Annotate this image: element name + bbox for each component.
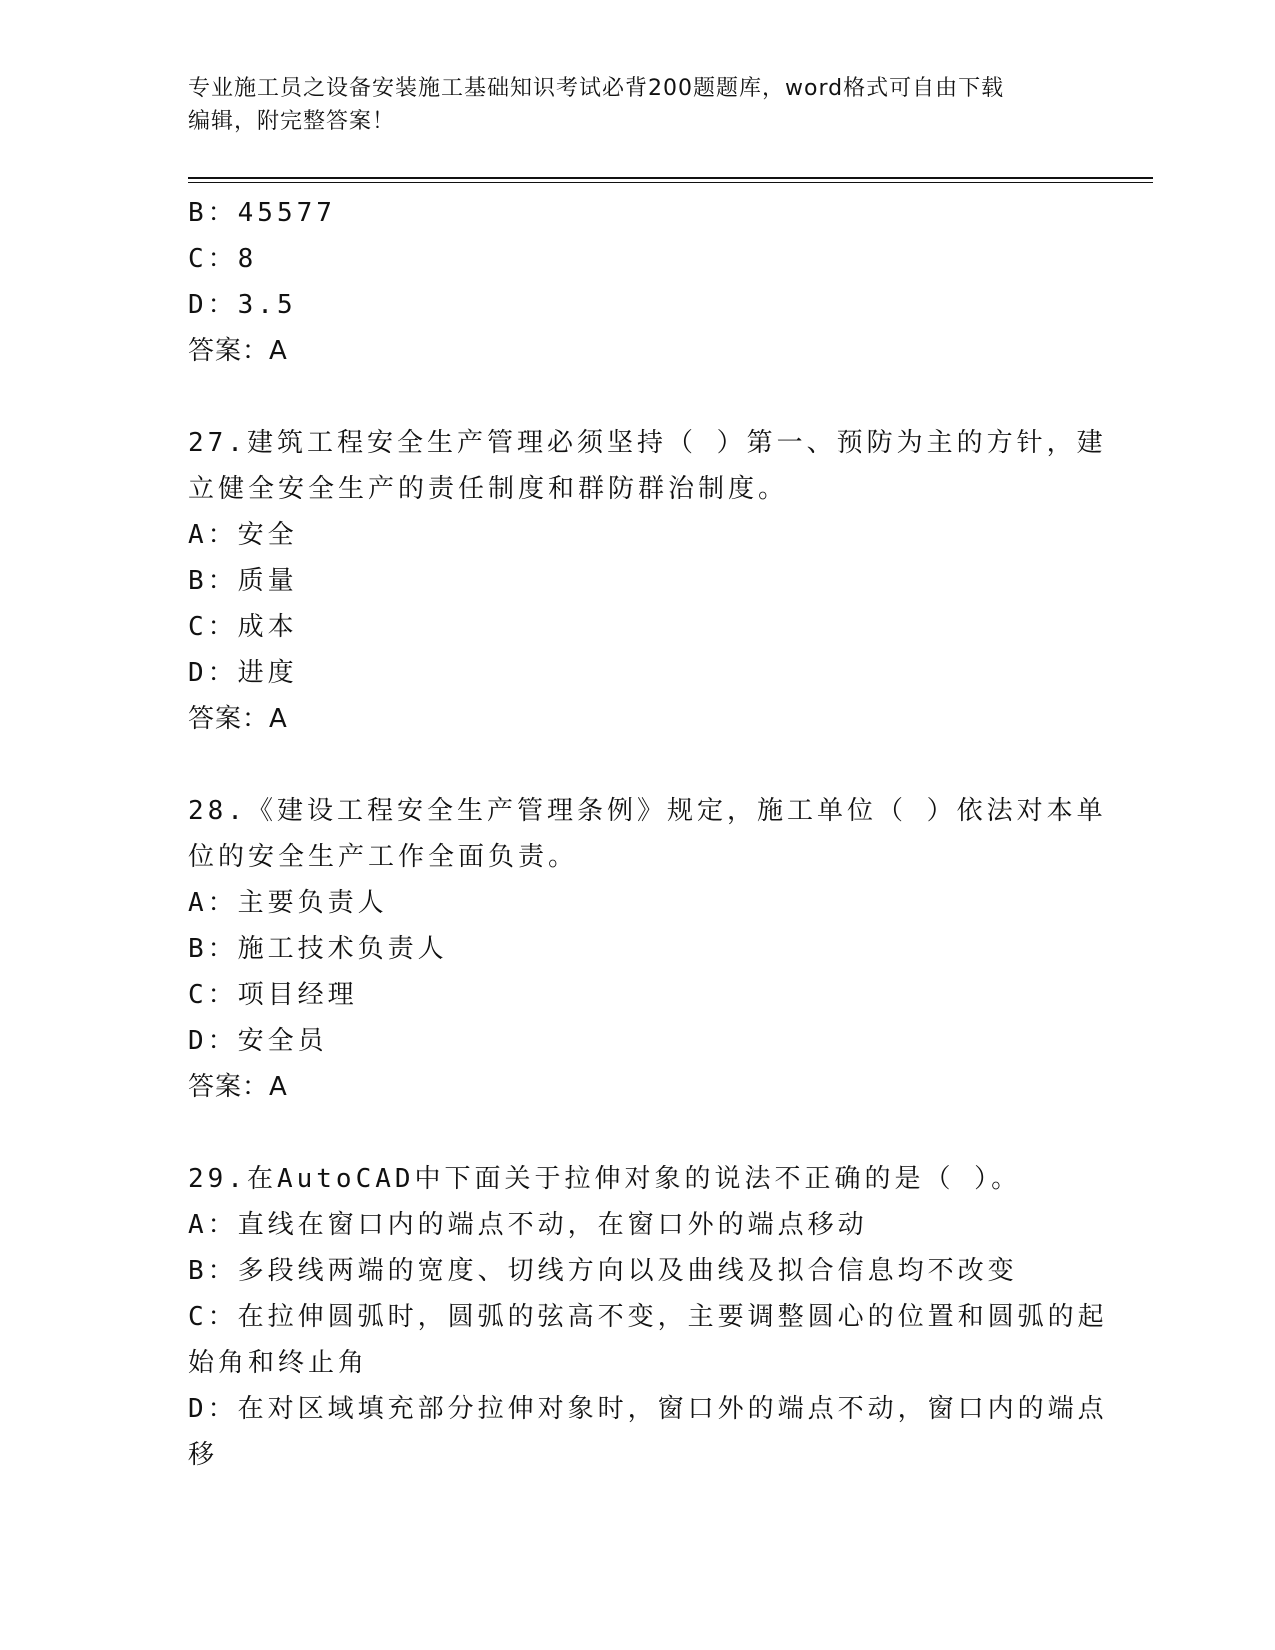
q26-option-b: B：45577	[188, 198, 336, 228]
q26-option-d: D：3.5	[188, 290, 297, 320]
q29-stem-line-1: 29.在AutoCAD中下面关于拉伸对象的说法不正确的是（ ）。	[188, 1164, 1022, 1194]
q27-option-a: A：安全	[188, 520, 298, 550]
q29-option-d-line-2: 移	[188, 1440, 219, 1470]
q28-option-b: B：施工技术负责人	[188, 934, 448, 964]
header-divider-thin	[188, 182, 1153, 183]
q28-option-c: C：项目经理	[188, 980, 358, 1010]
q27-option-c: C：成本	[188, 612, 298, 642]
q27-answer: 答案：A	[188, 704, 288, 734]
q29-option-b: B：多段线两端的宽度、切线方向以及曲线及拟合信息均不改变	[188, 1256, 1018, 1286]
q28-option-a: A：主要负责人	[188, 888, 388, 918]
q26-answer: 答案：A	[188, 336, 288, 366]
q27-stem-line-2: 立健全安全生产的责任制度和群防群治制度。	[188, 474, 789, 504]
document-header	[188, 72, 1088, 138]
q27-option-d: D：进度	[188, 658, 298, 688]
q28-stem-line-1: 28.《建设工程安全生产管理条例》规定，施工单位（ ）依法对本单	[188, 796, 1107, 826]
question-27	[188, 420, 1107, 742]
header-title-line-1: 专业施工员之设备安装施工基础知识考试必背200题题库，word格式可自由下载	[188, 76, 1005, 101]
header-title-line-2: 编辑，附完整答案！	[188, 109, 396, 134]
question-content	[188, 190, 1108, 1478]
header-divider-thick	[188, 177, 1153, 179]
question-28	[188, 788, 1107, 1110]
question-29	[188, 1156, 1108, 1478]
q28-stem-line-2: 位的安全生产工作全面负责。	[188, 842, 579, 872]
q27-option-b: B：质量	[188, 566, 298, 596]
q26-option-c: C：8	[188, 244, 258, 274]
q29-option-d-line-1: D：在对区域填充部分拉伸对象时，窗口外的端点不动，窗口内的端点	[188, 1394, 1108, 1424]
q28-option-d: D：安全员	[188, 1026, 328, 1056]
q27-stem-line-1: 27.建筑工程安全生产管理必须坚持（ ）第一、预防为主的方针，建	[188, 428, 1107, 458]
q29-option-c-line-2: 始角和终止角	[188, 1348, 369, 1378]
q29-option-a: A：直线在窗口内的端点不动，在窗口外的端点移动	[188, 1210, 868, 1240]
q29-option-c-line-1: C：在拉伸圆弧时，圆弧的弦高不变，主要调整圆心的位置和圆弧的起	[188, 1302, 1108, 1332]
question-26	[188, 190, 1088, 374]
q28-answer: 答案：A	[188, 1072, 288, 1102]
